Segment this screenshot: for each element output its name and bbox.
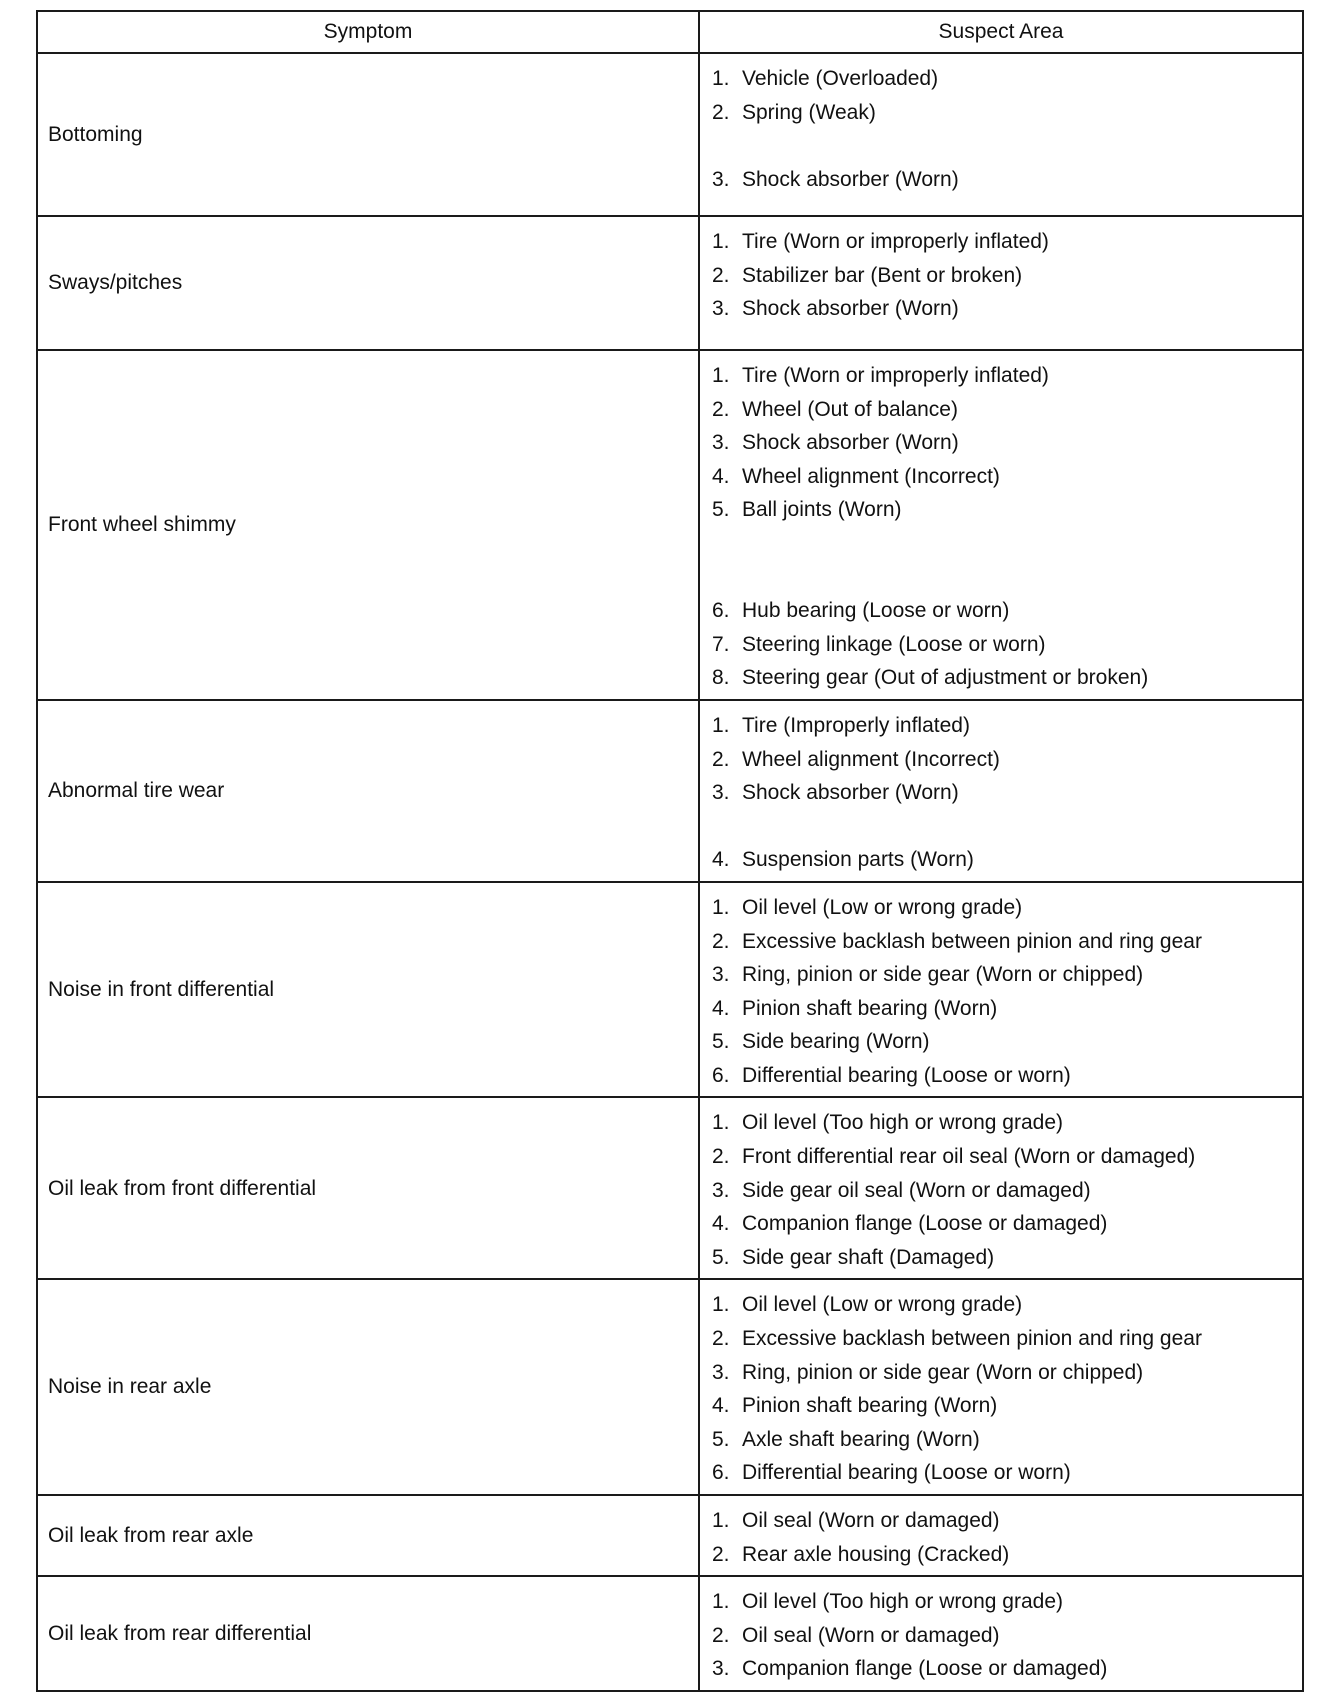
- list-item: 1. Vehicle (Overloaded): [712, 67, 939, 90]
- list-item: 1. Tire (Worn or improperly inflated): [712, 364, 1049, 387]
- troubleshooting-table: [36, 10, 1304, 1692]
- list-item: 2. Wheel alignment (Incorrect): [712, 747, 1000, 771]
- symptom-cell: Noise in rear axle: [37, 1279, 699, 1495]
- list-item: 2. Wheel (Out of balance): [712, 397, 958, 421]
- list-item: 2. Stabilizer bar (Bent or broken): [712, 263, 1023, 287]
- table-row: [37, 53, 1303, 216]
- list-item: 2. Excessive backlash between pinion and ring gear: [712, 929, 1202, 953]
- symptom-cell: Oil leak from front differential: [37, 1097, 699, 1279]
- list-item: 6. Differential bearing (Loose or worn): [712, 1461, 1071, 1485]
- list-item: 1. Tire (Improperly inflated): [712, 713, 970, 737]
- suspect-area-cell: [699, 882, 1303, 1098]
- list-item: 1. Oil level (Low or wrong grade): [712, 1293, 1023, 1317]
- suspect-area-column-header: Suspect Area: [699, 11, 1303, 53]
- list-item: 3. Shock absorber (Worn): [712, 781, 959, 805]
- list-item: 1. Oil level (Too high or wrong grade): [712, 1590, 1063, 1614]
- table-row: [37, 882, 1303, 1098]
- list-item: 7. Steering linkage (Loose or worn): [712, 632, 1046, 656]
- table-row: [37, 1279, 1303, 1495]
- list-item: 2. Front differential rear oil seal (Worn or damaged): [712, 1145, 1196, 1169]
- table-row: [37, 1576, 1303, 1691]
- list-item: 4. Pinion shaft bearing (Worn): [712, 996, 998, 1020]
- list-item: 6. Hub bearing (Loose or worn): [712, 599, 1010, 623]
- table-row: [37, 216, 1303, 350]
- list-item: 3. Companion flange (Loose or damaged): [712, 1657, 1108, 1681]
- list-item: 1. Oil seal (Worn or damaged): [712, 1509, 1000, 1532]
- list-item: 3. Shock absorber (Worn): [712, 167, 959, 191]
- symptom-cell: Oil leak from rear axle: [37, 1495, 699, 1576]
- suspect-area-cell: [699, 1576, 1303, 1691]
- symptom-cell: Noise in front differential: [37, 882, 699, 1098]
- suspect-area-cell: [699, 700, 1303, 882]
- list-item: 4. Companion flange (Loose or damaged): [712, 1212, 1108, 1236]
- list-item: 1. Oil level (Low or wrong grade): [712, 895, 1023, 919]
- list-item: 3. Ring, pinion or side gear (Worn or chipped): [712, 1360, 1144, 1384]
- suspect-area-cell: [699, 216, 1303, 350]
- list-item: 2. Rear axle housing (Cracked): [712, 1542, 1010, 1566]
- symptom-cell: Bottoming: [37, 53, 699, 216]
- list-item: 5. Side gear shaft (Damaged): [712, 1245, 995, 1269]
- list-item: 3. Shock absorber (Worn): [712, 431, 959, 455]
- table-row: [37, 350, 1303, 700]
- list-item: 3. Shock absorber (Worn): [712, 297, 959, 321]
- symptom-cell: Front wheel shimmy: [37, 350, 699, 700]
- list-item: 2. Oil seal (Worn or damaged): [712, 1623, 1000, 1647]
- symptom-cell: Abnormal tire wear: [37, 700, 699, 882]
- symptom-cell: Oil leak from rear differential: [37, 1576, 699, 1691]
- header-row: [37, 11, 1303, 53]
- symptom-cell: Sways/pitches: [37, 216, 699, 350]
- suspect-area-cell: [699, 1495, 1303, 1576]
- list-item: 6. Differential bearing (Loose or worn): [712, 1063, 1071, 1087]
- list-item: 2. Excessive backlash between pinion and ring gear: [712, 1327, 1202, 1351]
- list-item: 5. Ball joints (Worn): [712, 498, 902, 522]
- list-item: 5. Side bearing (Worn): [712, 1030, 930, 1054]
- list-item: 2. Spring (Weak): [712, 100, 876, 124]
- suspect-area-cell: [699, 350, 1303, 700]
- suspect-area-cell: [699, 1279, 1303, 1495]
- list-item: 4. Suspension parts (Worn): [712, 848, 974, 872]
- list-item: 1. Oil level (Too high or wrong grade): [712, 1111, 1063, 1135]
- table-row: [37, 1097, 1303, 1279]
- list-item: 4. Wheel alignment (Incorrect): [712, 464, 1000, 488]
- list-item: 4. Pinion shaft bearing (Worn): [712, 1394, 998, 1418]
- table-row: [37, 700, 1303, 882]
- suspect-area-cell: [699, 53, 1303, 216]
- suspect-area-cell: [699, 1097, 1303, 1279]
- symptom-column-header: Symptom: [37, 11, 699, 53]
- list-item: 1. Tire (Worn or improperly inflated): [712, 230, 1049, 253]
- list-item: 3. Ring, pinion or side gear (Worn or chipped): [712, 963, 1144, 987]
- list-item: 3. Side gear oil seal (Worn or damaged): [712, 1178, 1091, 1202]
- table-row: [37, 1495, 1303, 1576]
- list-item: 8. Steering gear (Out of adjustment or broken): [712, 666, 1149, 690]
- list-item: 5. Axle shaft bearing (Worn): [712, 1427, 980, 1451]
